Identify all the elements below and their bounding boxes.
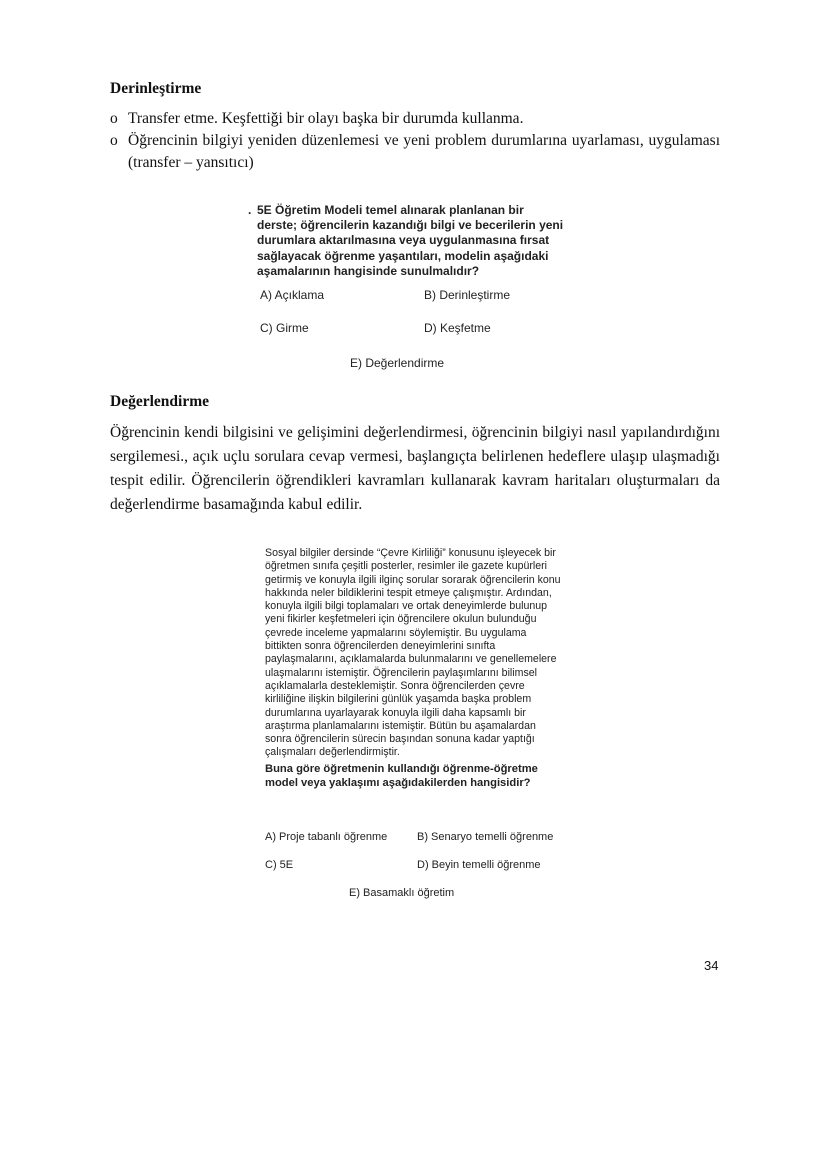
question-2-image xyxy=(265,547,565,791)
list-item xyxy=(110,108,720,130)
bullet-list xyxy=(110,108,720,174)
question-2-option-a: A) Proje tabanlı öğrenme xyxy=(265,831,388,843)
section-heading-derinlestirme: Derinleştirme xyxy=(110,80,202,97)
question-1-option-b: B) Derinleştirme xyxy=(424,288,511,302)
question-2-body: Sosyal bilgiler dersinde “Çevre Kirliliği” konusunu işleyecek bir öğretmen sınıfa çeşitli posterler, resimler ile gazete kupürleri getirmiş ve konuyla ilgili ilginç sorular sorarak öğrencilerin konu hakkında neler bildiklerini tespit etmeye çalışmıştır. Ardından, konuyla ilgili bilgi toplamaları ve ortak deneyimlerde bulunup yeni fikirler keşfetmeleri için öğrencilere okulun bulunduğu çevrede inceleme yapmalarını söylemiştir. Bu uygulama bittikten sonra öğrencilerden deneyimlerini sınıfta paylaşmalarını, açıklamalarda bulunmalarını ve genellemelere ulaşmalarını istemiştir. Öğrencilerin paylaşımlarını bilimsel açıklamalarla desteklemiştir. Sonra öğrencilerden çevre kirliliğine ilişkin bilgilerini günlük yaşamda başka problem durumlarına uyarlayarak konuyla ilgili daha kapsamlı bir araştırma planlamalarını istemiştir. Bütün bu aşamalardan sonra öğrencilerin sürecin başından sonuna kadar yaptığı çalışmaları değerlendirmiştir. xyxy=(265,547,561,759)
question-1-stem: 5E Öğretim Modeli temel alınarak planlanan bir derste; öğrencilerin kazandığı bilgi ve becerilerin yeni durumlara aktarılmasına veya uygulanmasına fırsat sağlayacak öğrenme yaşantıları, modelin aşağıdaki aşamalarının hangisinde sunulmalıdır? xyxy=(257,203,564,278)
question-marker: . xyxy=(248,203,252,217)
question-2-option-e: E) Basamaklı öğretim xyxy=(349,887,455,899)
question-1-option-e: E) Değerlendirme xyxy=(350,356,445,370)
question-2-option-d: D) Beyin temelli öğrenme xyxy=(417,859,541,871)
page-number: 34 xyxy=(704,958,719,973)
question-1-option-c: C) Girme xyxy=(260,321,309,335)
bullet-marker: o xyxy=(110,110,118,127)
section-2-paragraph: Öğrencinin kendi bilgisini ve gelişimini değerlendirmesi, öğrencinin bilgiyi nasıl yapılandırdığını sergilemesi., açık uçlu sorulara cevap vermesi, başlangıçta belirlenen hedeflere ulaşıp ulaşmadığı tespit edilir. Öğrencilerin öğrendikleri kavramları kullanarak kavram haritaları oluşturmaları da değerlendirme basamağında kabul edilir. xyxy=(110,424,720,513)
question-1-option-a: A) Açıklama xyxy=(260,288,325,302)
question-1-option-d: D) Keşfetme xyxy=(424,321,491,335)
question-2-option-c: C) 5E xyxy=(265,859,294,871)
question-2-option-b: B) Senaryo temelli öğrenme xyxy=(417,831,554,843)
bullet-marker: o xyxy=(110,132,118,149)
question-2-ask: Buna göre öğretmenin kullandığı öğrenme-öğretme model veya yaklaşımı aşağıdakilerden hangisidir? xyxy=(265,762,538,790)
bullet-text: Transfer etme. Keşfettiği bir olayı başka bir durumda kullanma. xyxy=(128,110,524,127)
section-heading-degerlendirme: Değerlendirme xyxy=(110,393,209,410)
list-item xyxy=(110,130,720,174)
question-1-image xyxy=(248,203,567,279)
bullet-text: Öğrencinin bilgiyi yeniden düzenlemesi ve yeni problem durumlarına uyarlaması, uygulaması (transfer – yansıtıcı) xyxy=(128,132,720,171)
